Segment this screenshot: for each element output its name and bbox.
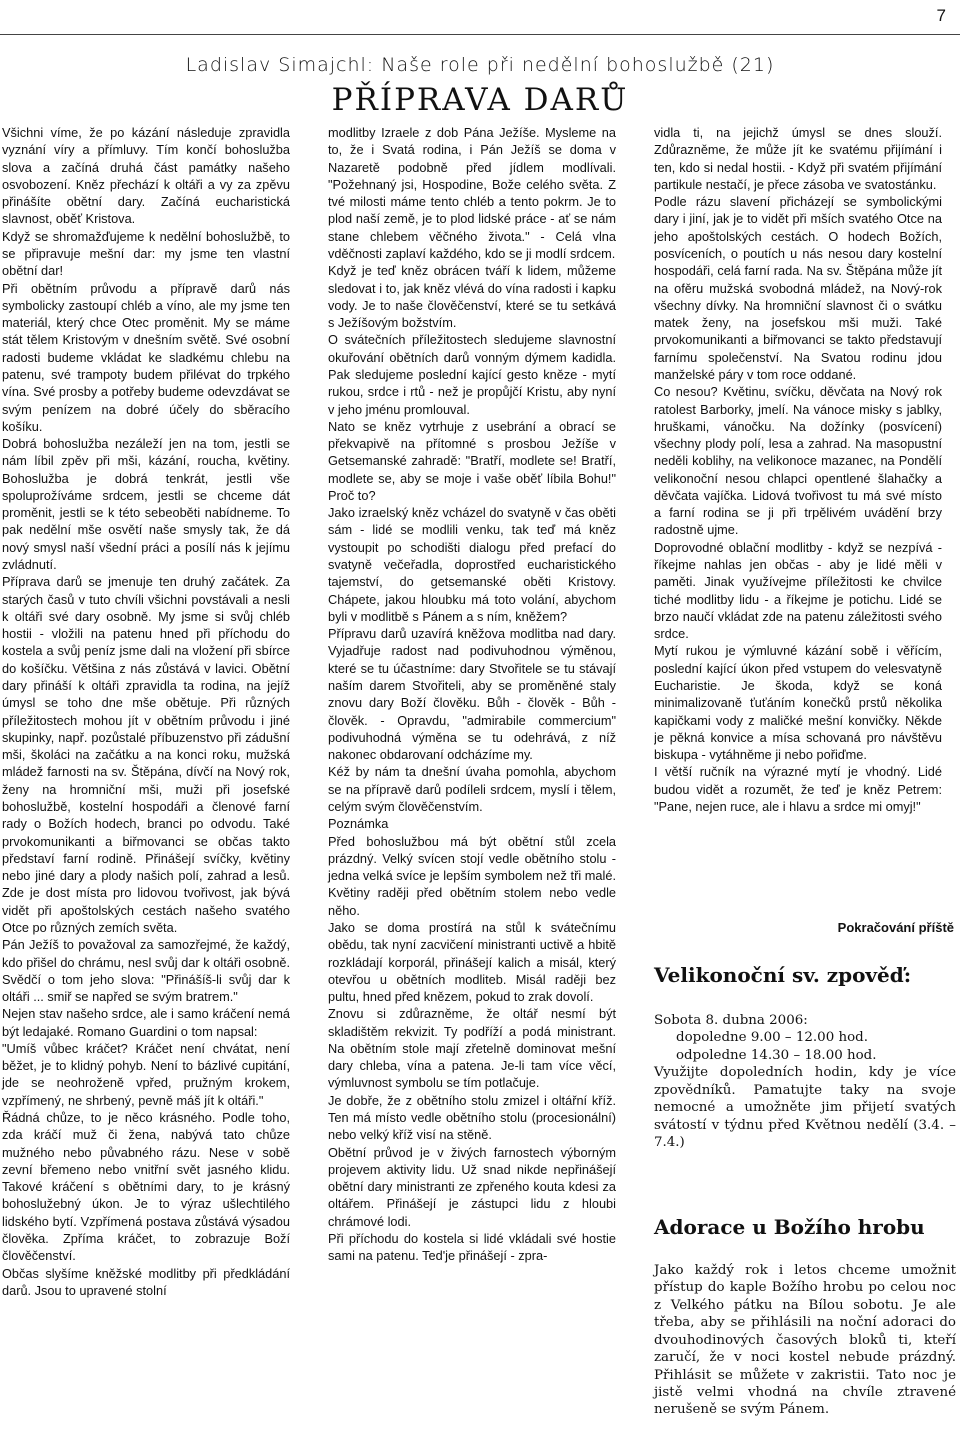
paragraph: Znovu si zdůrazněme, že oltář nesmí být skladištěm rekvizit. Ty podříží a podá ministrant. Na obětním stole mají zřetelně dominovat mešní dary chleba, vína a patena. Je-li tam více věcí, výmluvnost symbolu se tím potlačuje. [328, 1006, 616, 1091]
paragraph: Při obětním průvodu a přípravě darů nás symbolicky zastoupí chléb a víno, ale my jsme ten materiál, který chce Otec proměnit. My se máme stát tělem Kristovým v dnešním světě. Své osobní radosti budeme vkládat ke sladkému chlebu na patenu, své trampoty budem přilévat do trpkého vína. Své prosby a potřeby budeme odevzdávat se svým penízem na dobré účely do sběracího košíku. [2, 280, 290, 434]
article-column-1 [2, 124, 290, 1299]
paragraph: Co nesou? Květinu, svíčku, děvčata na Nový rok ratolest Barborky, jmelí. Na vánoce misky s jablky, hruškami, vánočku. Na dožínky (posvícení) všechny plody polí, lesa a zahrad. Na masopustní neděli koblihy, na velikonoce mazanec, na Pondělí velikonoční nesou chlapci opentlené šlahačky a děvčata vajíčka. Lidová tvořivost tu má své místo a farní rodina se ji při trpělivém uvádění brzy radostně ujme. [654, 384, 942, 538]
confession-notice [654, 1012, 956, 1151]
paragraph: Nato se kněz vytrhuje z usebrání a obrací se překvapivě na přítomné s prosbou Ježíše v Getsemanské zahradě: "Bratří, modlete se! Bratří, modlete se, aby se moje i vaše oběť líbila Bohu!" Proč to? [328, 418, 616, 503]
paragraph: Řádná chůze, to je něco krásného. Podle toho, zda kráčí muž či žena, nabývá tato chůze mužného nebo půvabného rázu. Nese v sobě zevní břemeno nebo vnitřní svět jasného klidu. Takové kráčení s obětními dary, to je krásný bohoslužebný úkon. Je to výraz ušlechtilého lidského bytí. Vzpřímená postava zůstává výsadou člověka. Zpříma kráčet, to zobrazuje Boží člověčenství. [2, 1110, 290, 1264]
paragraph: Když se shromažďujeme k nedělní bohoslužbě, to se připravuje mešní dar: my jsme ten vlastní obětní dar! [2, 228, 290, 279]
series-title: Ladislav Simajchl: Naše role při nedělní bohoslužbě (21) [185, 54, 775, 76]
confession-afternoon: odpoledne 14.30 – 18.00 hod. [676, 1047, 877, 1063]
confession-morning: dopoledne 9.00 – 12.00 hod. [676, 1030, 868, 1046]
paragraph: Všichni víme, že po kázání následuje zpravidla vyznání víry a přímluvy. Tím končí bohoslužba slova a začíná druhá část památky našeho osvobození. Kněz přechází k oltáři a vy za zpěvu přinášíte obětní dary. Začíná eucharistická slavnost, oběť Kristova. [2, 125, 290, 227]
article-column-3 [654, 124, 942, 919]
paragraph: Obětní průvod je v živých farnostech výborným projevem aktivity lidu. Už snad nikde nepřinášejí obětní dary ministranti ze zpřeného kouta kdesi za oltářem. Přinášejí je zástupci lidu z hloubi chrámové lodi. [328, 1144, 616, 1229]
continuation-note: Pokračování příště [837, 920, 954, 935]
paragraph: Před bohoslužbou má být obětní stůl zcela prázdný. Velký svícen stojí vedle obětního stolu - jedna velká svíce je lepším symbolem než tři malé. Květiny raději před obětním stolem nebo vedle něho. [328, 833, 616, 918]
confession-body: Využijte dopoledních hodin, kdy je více zpovědníků. Pamatujte taky na svoje nemocné a umožněte jim přijetí svatých svátostí v týdnu před Květnou nedělí (3.4. – 7.4.) [654, 1065, 956, 1150]
header-rule [0, 34, 960, 35]
paragraph: Pán Ježíš to považoval za samozřejmé, že každý, kdo přišel do chrámu, nesl svůj dar k oltáři osobně. Svědčí o tom jeho slova: "Přinášíš-li svůj dar k oltáři ... smiř se napřed se svým bratrem." [2, 937, 290, 1005]
paragraph: vidla ti, na jejichž úmysl se dnes slouží. Zdůrazněme, že může jít ke svatému přijímání i ten, kdo si nedal hostii. - Když při svatém přijímání partikule nestačí, je přece zásoba ve svatostánku. [654, 125, 942, 192]
paragraph: modlitby Izraele z dob Pána Ježíše. Mysleme na to, že i Svatá rodina, i Pán Ježíš se doma v Nazaretě podobně před jídlem modlívali. "Požehnaný jsi, Hospodine, Bože celého světa. Z tvé milosti máme tento chléb a tento pokrm. Je to plod naší země, je to plod lidské práce - ať se nám stane chlebem věčného života." - Celá vlna vděčnosti zaplaví každého, kdo se ji modlí srdcem. [328, 125, 616, 261]
confession-heading: Velikonoční sv. zpověď: [654, 963, 912, 987]
paragraph: Kéž by nám ta dnešní úvaha pomohla, abychom se na přípravě darů podíleli srdcem, myslí i tělem, celým svým člověčenstvím. [328, 764, 616, 814]
article-column-2 [328, 124, 616, 1265]
adoration-body: Jako každý rok i letos chceme umožnit přístup do kaple Božího hrobu po celou noc z Velkého pátku na Bílou sobotu. Je ale třeba, aby se přihlásili na noční adoraci do dvouhodinových časových bloků ti, kteří zaručí, že v noci kostel nebude prázdný. Přihlásit se můžete v zakristii. Tato noc je jistě velmi vhodná na chvíle ztravené nerušeně se svým Pánem. [654, 1263, 956, 1418]
paragraph: Je dobře, že z obětního stolu zmizel i oltářní kříž. Ten má místo vedle obětního stolu (procesionální) nebo velký kříž visí na stěně. [328, 1092, 616, 1143]
adoration-heading: Adorace u Božího hrobu [654, 1215, 925, 1239]
paragraph: Jako izraelský kněz vcházel do svatyně v čas oběti sám - lidé se modlili venku, tak teď má kněz vystoupit po schodišti dialogu před prefací do svatyně večeřadla, doprostřed eucharistického tajemství, do getsemanské oběti Kristovy. Chápete, jakou hloubku má toto volání, abychom byli v modlitbě s Pánem a s ním, kněžem? [328, 505, 616, 624]
paragraph: Příprava darů se jmenuje ten druhý začátek. Za starých časů v tuto chvíli všichni povstávali a nesli k oltáři své dary osobně. My jsme si svůj chléb hostii - vložili na patenu hned při příchodu do kostela a svůj peníz jsme dali na vložení při sbírce do košíčku. Většina z nás zůstává v lavici. Obětní dary přináší k oltáři zpravidla ta rodina, na jejíž úmysl se toho dne mše obětuje. Při různých příležitostech mohou jít v obětním průvodu i jiné skupinky, např. pozůstalé příbuzenstvo při zádušní mši, školáci na začátku a na konci roku, mužská mládež farnosti na sv. Štěpána, dívčí na Nový rok, ženy na hromniční mši, muži při josefské bohoslužbě, kostelní hospodáři a členové farní rady o Božích hodech, branci po odvodu. Také prvokomunikanti a biřmovanci se občas takto představí farní rodině. Přinášejí svíčky, květiny nebo jiné dary a plody našich polí, zahrad a lesů. Zde je dost místa pro lidovou tvořivost, jak bývá vidět při apoštolských cestách našeho svatého Otce po různých zemích světa. [2, 574, 290, 935]
paragraph: Dobrá bohoslužba nezáleží jen na tom, jestli se nám líbil zpěv při mši, kázání, roucha, květiny. Bohoslužba je dobrá tenkrát, jestli vše spoluprožíváme srdcem, jestli se chceme dát proměnit, jestli se k této sebeoběti nabídneme. To pak nedělní mše osvětí naše smysly tak, že dá nový smysl naší všední práci a posílí nás k jejímu zvládnutí. [2, 436, 290, 573]
paragraph: Doprovodné oblační modlitby - když se nezpívá - říkejme nahlas jen občas - aby je lidé měli v paměti. Jinak využívejme příležitosti ke chvilce tiché modlitby lidu - a říkejme je potichu. Lidé se brzo naučí vkládat zde na patenu záležitosti svého srdce. [654, 539, 942, 642]
page-number: 7 [936, 6, 946, 25]
paragraph: Jako se doma prostírá na stůl k svátečnímu obědu, tak nyní zacvičení ministranti uctivě a hbitě rozkládají korporál, přinášejí kalich a misál, který otevřou u obětních modliteb. Misál raději bez pultu, hned před knězem, pokud to zrak dovolí. [328, 919, 616, 1005]
paragraph: Mytí rukou je výmluvné kázání sobě i věřícím, poslední kající úkon před vstupem do velesvatyně Eucharistie. Je škoda, když se koná minimalizovaně ťuťáním konečků prstů několika kapičkami vody z maličké mešní konvičky. Někde je pěkná konvice a mísa schovaná pro návštěvu biskupa - vytáhněme ji nebo pořiďme. [654, 643, 942, 763]
paragraph: Při příchodu do kostela si lidé vkládali své hostie sami na patenu. Ted'je přinášejí - zpra- [328, 1231, 616, 1264]
paragraph: Když je teď kněz obrácen tváří k lidem, můžeme sledovat i to, jak kněz vlévá do vína radosti i kapku vody. Je to naše člověčenství, které se tu setkává s Ježíšovým božstvím. [328, 263, 616, 331]
article-title: PŘÍPRAVA DARŮ [331, 82, 629, 118]
paragraph: Občas slyšíme kněžské modlitby při předkládání darů. Jsou to upravené stolní [2, 1265, 290, 1298]
paragraph: I větší ručník na výrazné mytí je vhodný. Lidé budou vidět a rozumět, že teď je kněz Petrem: "Pane, nejen ruce, ale i hlavu a srdce mi omyj!" [654, 764, 942, 814]
confession-date: Sobota 8. dubna 2006: [654, 1013, 808, 1028]
paragraph: Přípravu darů uzavírá kněžova modlitba nad dary. Vyjadřuje radost nad podivuhodnou výměnou, které se tu účastníme: dary Stvořitele se tu stávají naším darem Stvořiteli, aby se proměněné staly znovu dary Boží člověku. Bůh - člověk - Bůh - člověk. - Opravdu, "admirabile commercium" podivuhodná výměna se tu odehrává, z níž nakonec obdarovaní odcházíme my. [328, 626, 616, 763]
paragraph: Podle rázu slavení přicházejí se symbolickými dary i jiní, jak je to vidět při mších svatého Otce na jeho apoštolských cestách. O hodech Božích, posvíceních, o poutích u nás nesou dary kostelní hospodáři, celá farní rada. Na sv. Štěpána může jít na ofěru mužská svobodná mládež, na Nový-rok všechny dívky. Na hromniční slavnost či o svátku matek ženy, na josefskou mši muži. Také prvokomunikanti a biřmovanci se takto představují farnímu společenství. Na Svatou rodinu jdou manželské páry v tom roce oddané. [654, 194, 942, 382]
paragraph: O svátečních příležitostech sledujeme slavnostní okuřování obětních darů vonným dýmem kadidla. Pak sledujeme poslední kající gesto kněze - mytí rukou, srdce i rtů - než je propůjčí Kristu, aby nyní v jeho jménu promlouval. [328, 332, 616, 417]
paragraph: Nejen stav našeho srdce, ale i samo kráčení nemá být ledajaké. Romano Guardini o tom napsal: [2, 1006, 290, 1039]
note-heading: Poznámka [328, 816, 389, 832]
paragraph: "Umíš vůbec kráčet? Kráčet není chvátat, není běžet, je to klidný pohyb. Není to bázlivé cupitání, jde se neohroženě vpřed, pružným krokem, vzpřímený, ne shrbený, pevně máš jít k oltáři." [2, 1040, 290, 1108]
